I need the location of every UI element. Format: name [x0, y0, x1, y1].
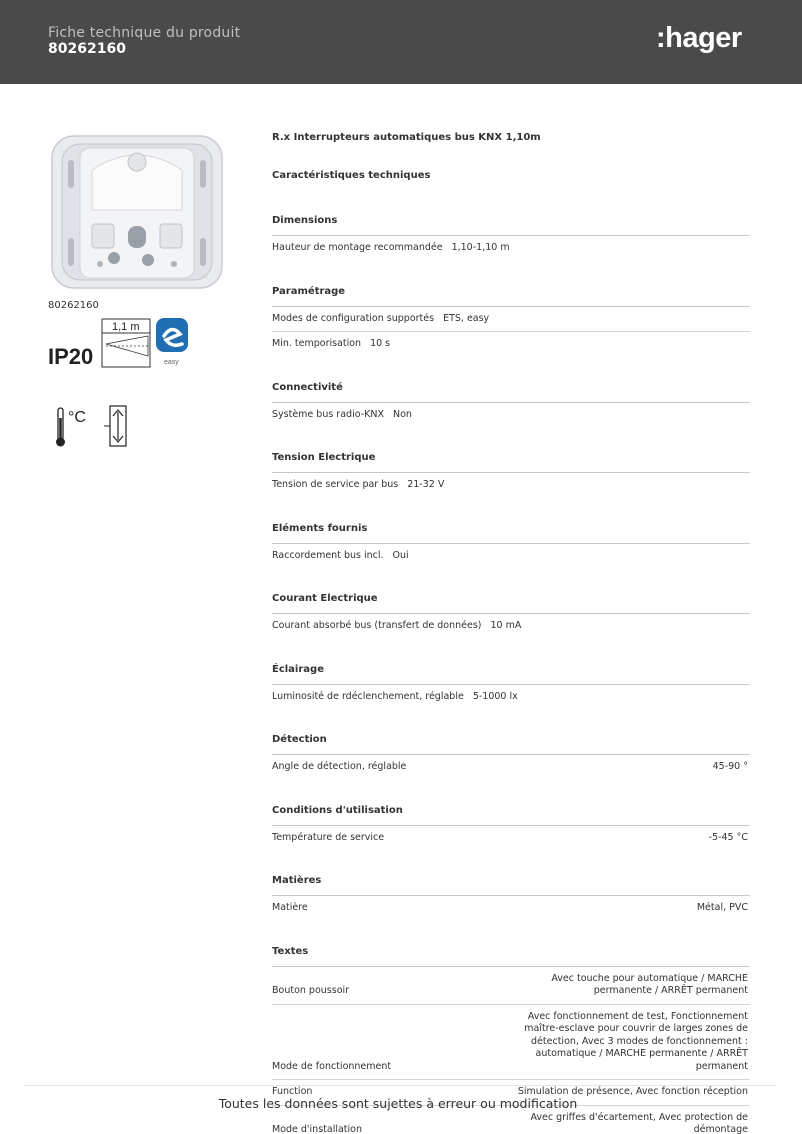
spec-row — [272, 826, 750, 851]
feature-badges — [48, 316, 208, 376]
spec-row — [272, 307, 750, 333]
spec-value: Métal, PVC — [696, 902, 748, 913]
spec-row — [272, 473, 750, 498]
hager-logo: :hager — [656, 22, 742, 54]
spec-value: Avec fonctionnement de test, Fonctionnement maître-esclave pour couvrir de larges zones de détection, Avec 3 modes de fonctionnement : automatique / MARCHE permanente / ARRÊT permanent — [524, 1010, 748, 1072]
spec-label: Bouton poussoir — [272, 985, 350, 996]
spec-group-detection — [272, 730, 750, 780]
spec-value: Simulation de présence, Avec fonction réception — [517, 1086, 748, 1097]
spec-label: Système bus radio-KNX — [272, 408, 384, 420]
spec-row — [272, 614, 750, 639]
group-title: Détection — [272, 730, 750, 755]
spec-label: Tension de service par bus — [272, 479, 399, 490]
spec-group-parametrage — [272, 282, 750, 357]
footer-disclaimer: Toutes les données sont sujettes à erreur ou modification — [218, 1096, 578, 1111]
spec-row — [272, 896, 750, 921]
spec-label: Min. temporisation — [272, 338, 362, 349]
group-title: Dimensions — [272, 211, 750, 236]
group-title: Textes — [272, 942, 750, 967]
group-title: Éclairage — [272, 660, 750, 685]
spec-label: Courant absorbé bus (transfert de données) — [272, 620, 482, 631]
temperature-icons — [48, 404, 138, 450]
group-title: Matières — [272, 871, 750, 896]
product-image — [48, 130, 226, 294]
spec-group-courant — [272, 589, 750, 639]
section-title: Caractéristiques techniques — [272, 170, 431, 181]
spec-label: Function — [272, 1086, 313, 1097]
ip-rating-label: IP20 — [48, 344, 94, 369]
group-title: Connectivité — [272, 378, 750, 403]
height-adjust-icon — [104, 406, 126, 446]
spec-group-elements — [272, 519, 750, 569]
spec-value: Avec touche pour automatique / MARCHE permanente / ARRÊT permanent — [551, 972, 748, 996]
spec-value: 1,10-1,10 m — [451, 242, 510, 253]
celsius-symbol: °C — [68, 409, 86, 426]
spec-value: 21-32 V — [407, 479, 445, 490]
spec-row — [272, 544, 750, 569]
group-title: Eléments fournis — [272, 519, 750, 544]
spec-label: Mode d'installation — [272, 1124, 362, 1134]
product-title: R.x Interrupteurs automatiques bus KNX 1,10m — [272, 132, 541, 143]
spec-group-dimensions — [272, 211, 750, 261]
spec-label: Raccordement bus incl. — [272, 549, 384, 561]
page-header — [0, 0, 802, 84]
spec-label: Matière — [272, 902, 308, 913]
spec-value: 10 mA — [490, 620, 522, 631]
group-title: Conditions d'utilisation — [272, 801, 750, 826]
spec-row — [272, 685, 750, 710]
spec-row — [272, 755, 750, 780]
thermometer-icon — [56, 408, 65, 447]
spec-label: Mode de fonctionnement — [272, 1060, 392, 1072]
spec-row — [272, 332, 750, 357]
spec-label: Luminosité de rdéclenchement, réglable — [272, 690, 464, 702]
spec-group-tension — [272, 448, 750, 498]
footer-divider — [24, 1085, 776, 1086]
spec-label: Angle de détection, réglable — [272, 761, 407, 772]
spec-row — [272, 403, 750, 428]
spec-row — [272, 967, 750, 1005]
document-id: 80262160 — [48, 41, 126, 57]
spec-label: Modes de configuration supportés — [272, 312, 435, 324]
group-title: Paramétrage — [272, 282, 750, 307]
easy-label: easy — [164, 359, 179, 366]
spec-value: 45-90 ° — [712, 761, 748, 772]
group-title: Tension Electrique — [272, 448, 750, 473]
spec-row — [272, 1005, 750, 1081]
group-title: Courant Electrique — [272, 589, 750, 614]
specifications — [272, 131, 750, 1134]
product-reference: 80262160 — [48, 300, 99, 311]
spec-label: Hauteur de montage recommandée — [272, 242, 443, 253]
spec-group-eclairage — [272, 660, 750, 710]
spec-value: Oui — [392, 549, 409, 561]
spec-group-conditions — [272, 801, 750, 851]
spec-value: ETS, easy — [443, 312, 490, 324]
spec-value: -5-45 °C — [708, 831, 748, 843]
spec-value: Non — [392, 408, 412, 420]
spec-group-connectivite — [272, 378, 750, 428]
spec-label: Température de service — [272, 831, 385, 843]
spec-group-matieres — [272, 871, 750, 921]
document-title: Fiche technique du produit — [48, 25, 241, 41]
spec-row — [272, 236, 750, 261]
mounting-height-label: 1,1 m — [112, 321, 140, 333]
spec-value: 5-1000 lx — [472, 690, 518, 702]
spec-value: 10 s — [370, 338, 391, 349]
spec-value: Avec griffes d'écartement, Avec protection de démontage — [530, 1111, 748, 1134]
